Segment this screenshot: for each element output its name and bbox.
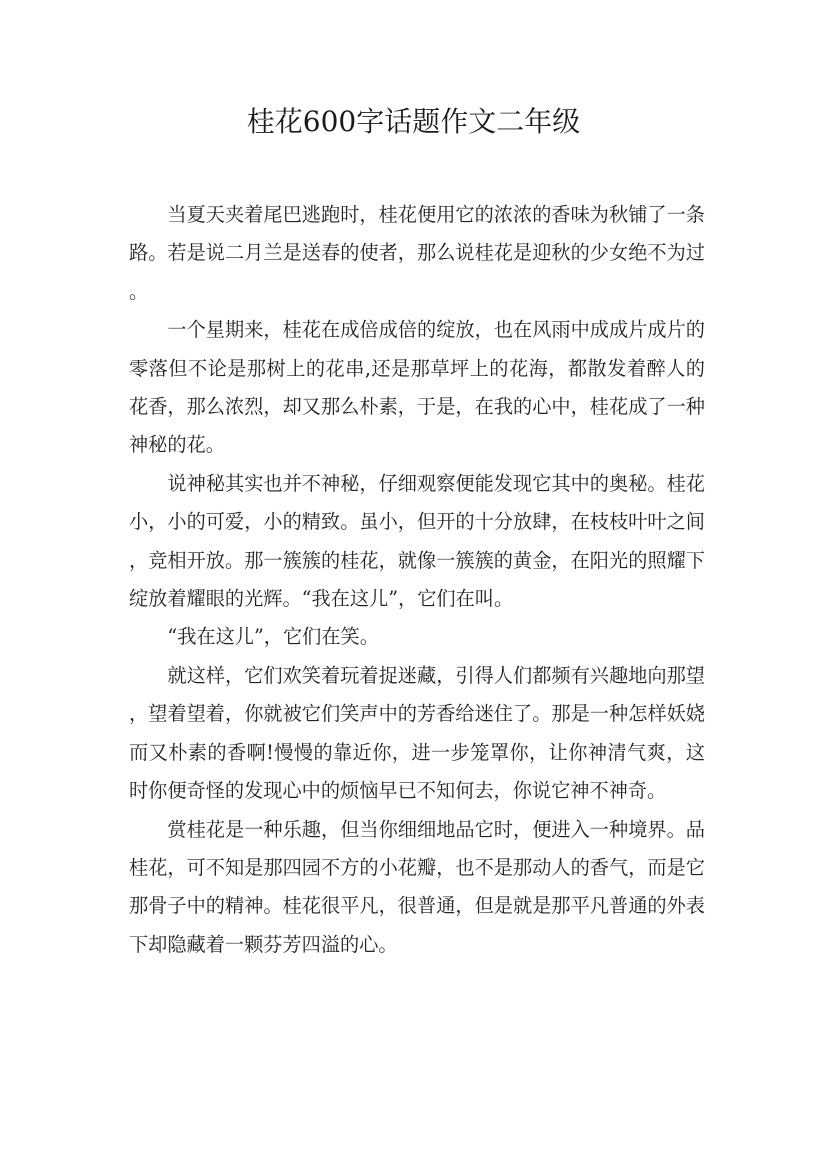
document-title: 桂花600字话题作文二年级	[246, 105, 581, 138]
paragraph-5: 就这样，它们欢笑着玩着捉迷藏，引得人们都频有兴趣地向那望，望着望着，你就被它们笑声中的芳香给迷住了。那是一种怎样妖娆而又朴素的香啊!慢慢的靠近你，进一步笼罩你，让你神清气爽，这时你便奇怪的发现心中的烦恼早已不知何去，你说它神不神奇。	[129, 663, 705, 803]
document-body	[129, 196, 705, 964]
paragraph-6: 赏桂花是一种乐趣，但当你细细地品它时，便进入一种境界。品桂花，可不知是那四园不方的小花瓣，也不是那动人的香气，而是它那骨子中的精神。桂花很平凡，很普通，但是就是那平凡普通的外表下却隐藏着一颗芬芳四溢的心。	[129, 817, 705, 956]
paragraph-1: 当夏天夹着尾巴逃跑时，桂花便用它的浓浓的香味为秋铺了一条路。若是说二月兰是送春的使者，那么说桂花是迎秋的少女绝不为过。	[129, 203, 705, 303]
paragraph-4: “我在这儿”，它们在笑。	[167, 625, 379, 649]
paragraph-2: 一个星期来，桂花在成倍成倍的绽放，也在风雨中成成片成片的零落但不论是那树上的花串,还是那草坪上的花海，都散发着醉人的花香，那么浓烈，却又那么朴素，于是，在我的心中，桂花成了一种神秘的花。	[129, 318, 705, 457]
paragraph-3: 说神秘其实也并不神秘，仔细观察便能发现它其中的奥秘。桂花小，小的可爱，小的精致。虽小，但开的十分放肆，在枝枝叶叶之间，竞相开放。那一簇簇的桂花，就像一簇簇的黄金，在阳光的照耀下绽放着耀眼的光辉。“我在这儿”，它们在叫。	[129, 471, 705, 611]
